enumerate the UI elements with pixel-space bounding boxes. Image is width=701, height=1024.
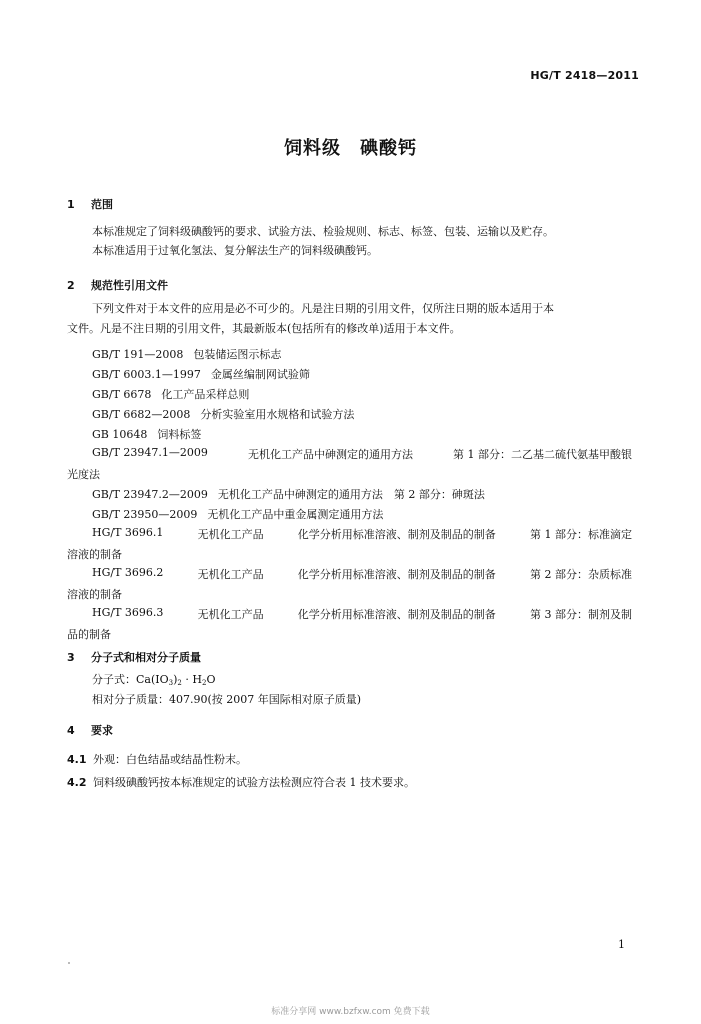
reference-item — [92, 426, 201, 442]
reference-item — [92, 506, 383, 522]
reference-code: GB/T 6678 — [92, 388, 152, 401]
reference-code: GB/T 191—2008 — [92, 348, 184, 361]
reference-title: 饲料标签 — [157, 428, 202, 441]
reference-title-part: 第 1 部分：二乙基二硫代氨基甲酸银 — [453, 448, 632, 461]
scope-paragraph-2: 本标准适用于过氧化氢法、复分解法生产的饲料级碘酸钙。 — [92, 244, 378, 257]
reference-code: GB/T 6003.1—1997 — [92, 368, 201, 381]
reference-item — [92, 366, 310, 382]
reference-item-wrapped — [92, 526, 632, 542]
watermark: 标准分享网 www.bzfxw.com 免费下载 — [271, 1007, 430, 1017]
requirement-item — [67, 751, 247, 767]
section-title: 规范性引用文件 — [91, 279, 168, 292]
reference-code: GB/T 6682—2008 — [92, 408, 191, 421]
scope-paragraph-1: 本标准规定了饲料级碘酸钙的要求、试验方法、检验规则、标志、标签、包装、运输以及贮存。 — [92, 225, 554, 238]
section-heading-references — [67, 277, 168, 293]
reference-title-part: 无机化工产品中砷测定的通用方法 — [247, 448, 413, 461]
requirement-text: 外观：白色结晶或结晶性粉末。 — [93, 753, 247, 766]
formula-subscript: 2 — [177, 679, 182, 687]
section-number: 4 — [67, 724, 75, 737]
reference-title: 无机化工产品中重金属测定通用方法 — [207, 508, 384, 521]
reference-code: GB/T 23947.2—2009 — [92, 488, 208, 501]
reference-item — [92, 386, 249, 402]
requirement-number: 4.2 — [67, 776, 87, 789]
reference-item-wrapped — [92, 606, 632, 622]
relative-molecular-mass: 相对分子质量：407.90(按 2007 年国际相对原子质量) — [92, 693, 362, 706]
reference-title-part: 化学分析用标准溶液、制剂及制品的制备 — [297, 528, 496, 541]
section-number: 2 — [67, 279, 75, 292]
reference-item-wrapped — [92, 446, 632, 462]
section-heading-scope — [67, 196, 113, 212]
reference-item-wrapped — [92, 566, 632, 582]
reference-title: 无机化工产品中砷测定的通用方法 第 2 部分：砷斑法 — [217, 488, 485, 501]
reference-code: HG/T 3696.3 — [92, 606, 164, 619]
reference-title-part: 化学分析用标准溶液、制剂及制品的制备 — [297, 568, 496, 581]
reference-title-part: 无机化工产品 — [197, 568, 264, 581]
requirement-text: 饲料级碘酸钙按本标准规定的试验方法检测应符合表 1 技术要求。 — [93, 776, 415, 789]
reference-title-part: 化学分析用标准溶液、制剂及制品的制备 — [297, 608, 496, 621]
section-number: 1 — [67, 198, 75, 211]
section-heading-requirements — [67, 722, 113, 738]
scan-speck — [68, 962, 70, 964]
reference-code: GB 10648 — [92, 428, 148, 441]
formula-subscript: 2 — [201, 679, 207, 687]
reference-continuation: 溶液的制备 — [67, 588, 122, 601]
requirement-number: 4.1 — [67, 753, 87, 766]
reference-title: 金属丝编制网试验筛 — [210, 368, 310, 381]
formula-label: 分子式： — [92, 673, 136, 686]
reference-code: HG/T 3696.1 — [92, 526, 164, 539]
reference-title: 分析实验室用水规格和试验方法 — [200, 408, 355, 421]
standard-code: HG/T 2418—2011 — [530, 69, 639, 82]
formula-subscript: 3 — [168, 679, 174, 687]
references-intro-line-1: 下列文件对于本文件的应用是必不可少的。凡是注日期的引用文件，仅所注日期的版本适用于本 — [92, 302, 554, 315]
requirement-item — [67, 774, 415, 790]
formula-part: ) — [173, 673, 178, 686]
reference-title-part: 第 3 部分：制剂及制 — [529, 608, 632, 621]
reference-title-part: 无机化工产品 — [197, 528, 264, 541]
reference-code: GB/T 23950—2009 — [92, 508, 198, 521]
reference-title-part: 第 1 部分：标准滴定 — [529, 528, 632, 541]
reference-code: GB/T 23947.1—2009 — [92, 446, 208, 459]
section-number: 3 — [67, 651, 75, 664]
reference-continuation: 溶液的制备 — [67, 548, 122, 561]
section-title: 要求 — [91, 724, 113, 737]
reference-title-part: 第 2 部分：杂质标准 — [529, 568, 632, 581]
reference-item — [92, 346, 281, 362]
reference-code: HG/T 3696.2 — [92, 566, 164, 579]
formula-part: Ca(IO — [136, 673, 169, 686]
section-title: 分子式和相对分子质量 — [91, 651, 201, 664]
page-number: 1 — [618, 938, 625, 951]
section-heading-formula — [67, 649, 201, 665]
reference-continuation: 光度法 — [67, 468, 100, 481]
formula-part: O — [206, 673, 216, 686]
reference-item — [92, 406, 354, 422]
document-title: 饲料级 碘酸钙 — [284, 138, 417, 159]
reference-title: 包装储运图示标志 — [193, 348, 282, 361]
formula-part: · H — [181, 673, 202, 686]
section-title: 范围 — [91, 198, 113, 211]
reference-item — [92, 486, 485, 502]
reference-title: 化工产品采样总则 — [161, 388, 250, 401]
references-intro-line-2: 文件。凡是不注日期的引用文件，其最新版本(包括所有的修改单)适用于本文件。 — [67, 322, 461, 335]
reference-title-part: 无机化工产品 — [197, 608, 264, 621]
reference-continuation: 品的制备 — [67, 628, 111, 641]
